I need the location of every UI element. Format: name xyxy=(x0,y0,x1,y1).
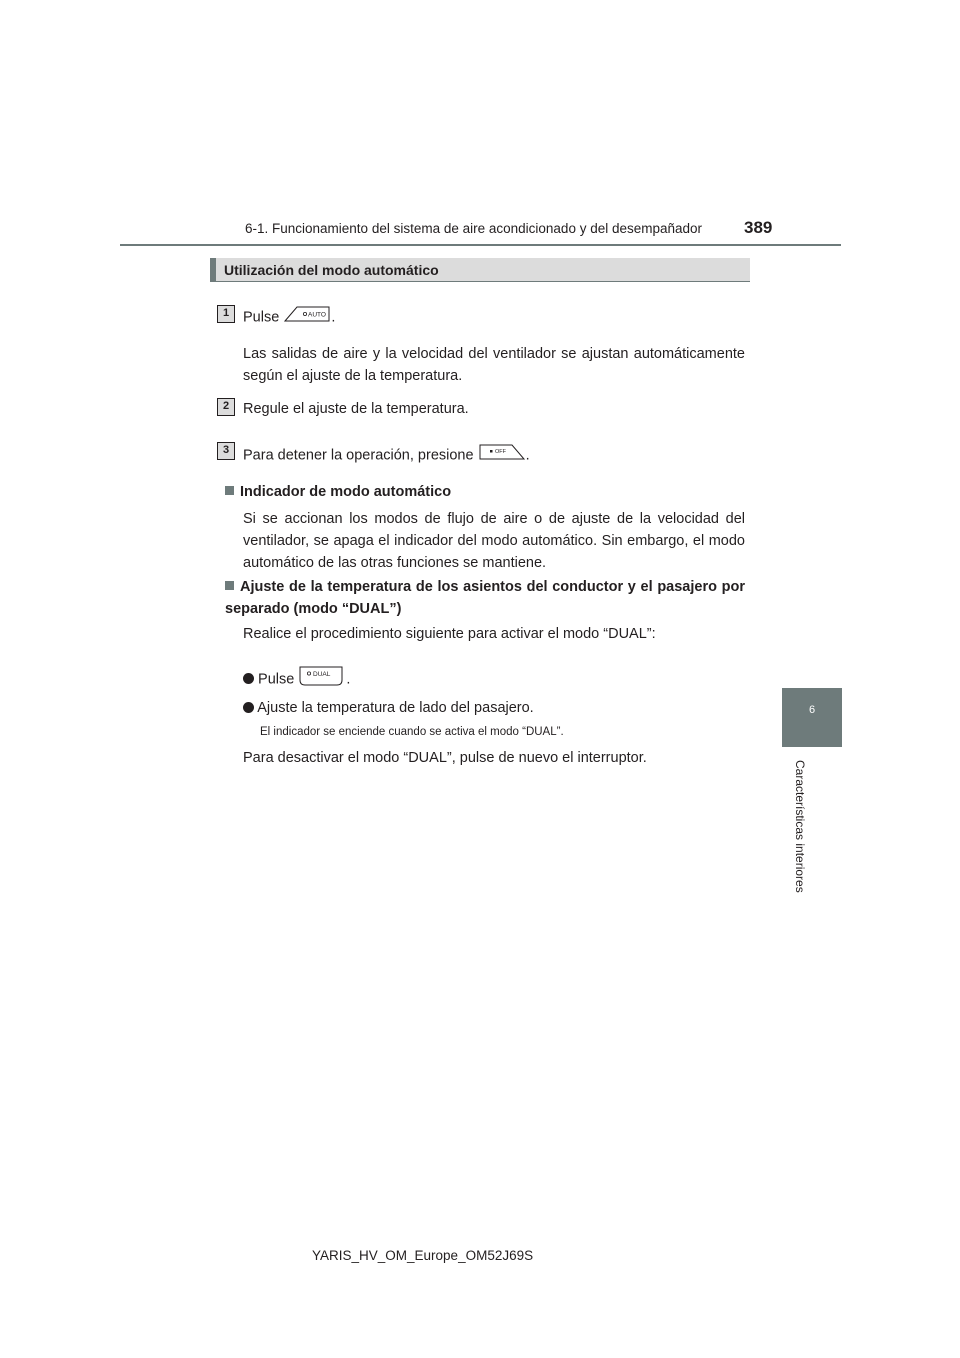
note-2-bullet-2-text: Ajuste la temperatura de lado del pasajero. xyxy=(257,700,534,716)
step-1-detail: Las salidas de aire y la velocidad del ventilador se ajustan automáticamente según el ajuste de la temperatura. xyxy=(243,346,745,384)
off-button-icon xyxy=(478,442,526,469)
step-number-3: 3 xyxy=(217,442,235,460)
note-2-bullet-1 xyxy=(243,664,350,695)
step-3-text: Para detener la operación, presione xyxy=(243,447,474,464)
step-1-period: . xyxy=(331,309,336,326)
header-title: 6-1. Funcionamiento del sistema de aire acondicionado y del desempañador xyxy=(245,221,703,236)
note-2-subnote: El indicador se enciende cuando se activa el modo “DUAL”. xyxy=(260,726,564,738)
chapter-tab-number: 6 xyxy=(808,704,816,716)
step-number-2: 2 xyxy=(217,398,235,416)
header-divider xyxy=(120,244,841,246)
dual-button-icon xyxy=(298,664,346,695)
note-1-body: Si se accionan los modos de flujo de aire o de ajuste de la velocidad del ventilador, se apaga el indicador del modo automático. Sin embargo, el modo automático de las otras funciones se mantiene. xyxy=(243,511,745,571)
step-1-text: Pulse xyxy=(243,309,280,326)
note-2-bullet-1-period: . xyxy=(346,671,351,688)
footer-doc-id: YARIS_HV_OM_Europe_OM52J69S xyxy=(312,1248,534,1263)
note-2-bullet-2 xyxy=(243,697,534,719)
note-2-heading: Ajuste de la temperatura de los asientos del conductor y el pasajero por separado (modo “DUAL”) xyxy=(225,579,745,617)
section-title: Utilización del modo automático xyxy=(224,262,439,278)
square-bullet-icon xyxy=(225,581,234,590)
note-2-bullet-1-text: Pulse xyxy=(258,671,295,688)
chapter-tab xyxy=(782,688,842,747)
section-heading-bar xyxy=(210,258,750,282)
dual-button-label: DUAL xyxy=(313,671,331,678)
note-2-closing: Para desactivar el modo “DUAL”, pulse de nuevo el interruptor. xyxy=(243,750,647,766)
note-1-heading: Indicador de modo automático xyxy=(225,481,451,503)
round-bullet-icon xyxy=(243,702,254,713)
page-number: 389 xyxy=(744,218,773,237)
square-bullet-icon xyxy=(225,486,234,495)
auto-button-icon xyxy=(283,304,331,331)
off-button-label: OFF xyxy=(494,449,506,455)
step-3-instruction xyxy=(243,442,530,469)
step-2-instruction: Regule el ajuste de la temperatura. xyxy=(243,401,469,417)
auto-button-label: AUTO xyxy=(308,311,327,319)
step-3-period: . xyxy=(525,447,530,464)
step-1-instruction xyxy=(243,304,335,331)
chapter-tab-label: Características interiores xyxy=(793,760,807,893)
round-bullet-icon xyxy=(243,673,254,684)
step-number-1: 1 xyxy=(217,305,235,323)
note-2-intro: Realice el procedimiento siguiente para activar el modo “DUAL”: xyxy=(243,626,656,642)
